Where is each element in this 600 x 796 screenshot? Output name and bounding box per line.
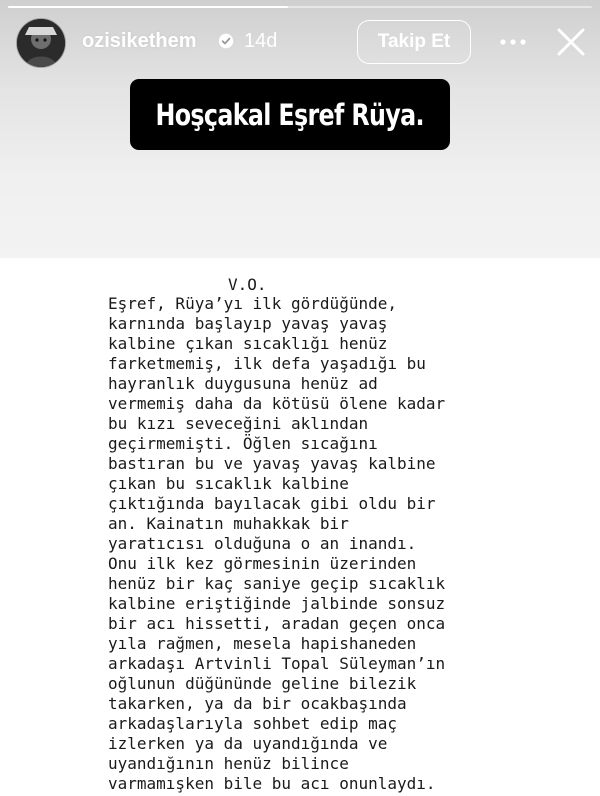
story-header — [0, 18, 600, 70]
story-progress-bar — [8, 6, 592, 8]
screenplay-line: farketmemiş, ilk defa yaşadığı bu — [108, 354, 426, 373]
caption-text: Hoşçakal Eşref Rüya. — [155, 97, 425, 132]
screenplay-line: arkadaşlarıyla sohbet edip maç — [108, 714, 397, 733]
screenplay-line: geçirmemişti. Öğlen sıcağını — [108, 434, 378, 453]
screenplay-line: kalbine eriştiğinde jalbinde sonsuz — [108, 594, 446, 613]
screenplay-line: Onu ilk kez görmesinin üzerinden — [108, 554, 417, 573]
verified-badge-icon — [218, 33, 234, 49]
screenplay-line: vermemiş daha da kötüsü ölene kadar — [108, 394, 446, 413]
close-icon[interactable] — [555, 26, 587, 58]
screenplay-line: kalbine çıkan sıcaklığı henüz — [108, 334, 388, 353]
screenplay-line: arkadaşı Artvinli Topal Süleyman’ın — [108, 654, 446, 673]
username[interactable]: ozisikethem — [82, 30, 197, 52]
profile-avatar-icon — [17, 19, 65, 67]
post-time: 14d — [244, 30, 278, 52]
screenplay-line: uyandığının henüz bilince — [108, 754, 349, 773]
screenplay-line: çıktığında bayılacak gibi oldu bir — [108, 494, 436, 513]
screenplay-line: takarken, ya da bir ocakbaşında — [108, 694, 407, 713]
screenplay-line: yaratıcısı olduğuna o an inandı. — [108, 534, 417, 553]
screenplay-line: yıla rağmen, mesela hapishaneden — [108, 634, 417, 653]
screenplay-line: karnında başlayıp yavaş yavaş — [108, 314, 388, 333]
story-caption — [130, 79, 450, 150]
screenplay-line: bastıran bu ve yavaş yavaş kalbine — [108, 454, 436, 473]
screenplay-line: henüz bir kaç saniye geçip sıcaklık — [108, 574, 446, 593]
screenplay-line: an. Kainatın muhakkak bir — [108, 514, 349, 533]
screenplay-line: hayranlık duygusuna henüz ad — [108, 374, 378, 393]
screenplay-heading: V.O. — [228, 275, 267, 294]
screenplay-line: Eşref, Rüya’yı ilk gördüğünde, — [108, 294, 397, 313]
story-background — [0, 0, 600, 258]
avatar[interactable] — [16, 18, 66, 68]
follow-button[interactable]: Takip Et — [357, 20, 471, 64]
story-progress-fill — [8, 6, 288, 8]
screenplay-line: çıkan bu sıcaklık kalbine — [108, 474, 349, 493]
screenplay-line: varmamışken bile bu acı onunlaydı. — [108, 774, 436, 793]
screenplay-text — [108, 294, 445, 794]
more-horizontal-icon[interactable] — [498, 30, 528, 54]
screenplay-line: bir acı hissetti, aradan geçen onca — [108, 614, 446, 633]
screenplay-line: oğlunun düğününde geline bilezik — [108, 674, 417, 693]
screenplay-line: izlerken ya da uyandığında ve — [108, 734, 388, 753]
screenplay-page — [0, 258, 600, 796]
screenplay-line: bu kızı seveceğini aklından — [108, 414, 369, 433]
